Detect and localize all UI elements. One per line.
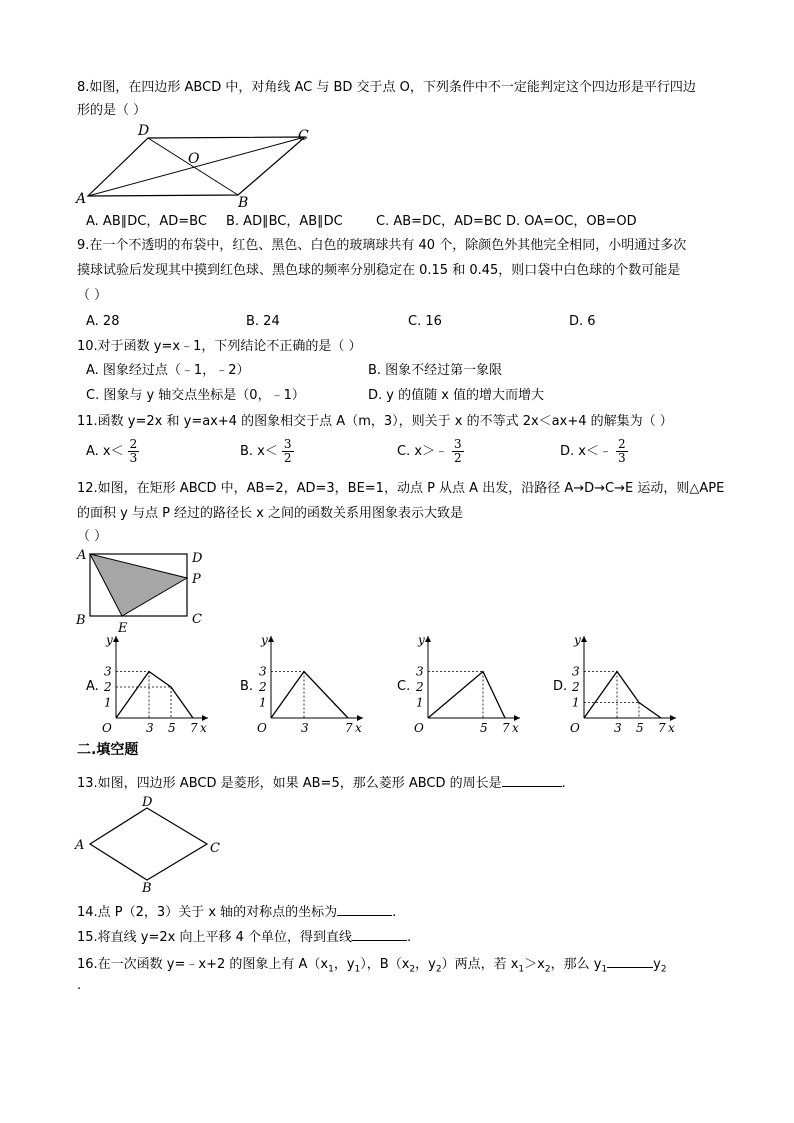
q8-stem-line2: 形的是（ ）	[77, 103, 147, 118]
q8-label-d: D	[138, 123, 150, 139]
q12-label-p: P	[192, 572, 201, 587]
y-axis-arrow	[113, 636, 119, 642]
q16-sub8: 2	[660, 964, 667, 975]
q11-option-c-denominator: 2	[454, 451, 462, 465]
q9-option-d[interactable]: D. 6	[569, 314, 596, 329]
q12-label-e: E	[118, 621, 128, 636]
origin-label: O	[257, 721, 267, 735]
y-tick-label: 1	[572, 695, 580, 710]
q11-option-c-prefix: C. x＞﹣	[397, 444, 449, 459]
q16-answer-blank[interactable]	[607, 955, 653, 968]
y-tick-label: 2	[259, 680, 267, 694]
q11-option-a-numerator: 2	[129, 437, 138, 451]
q13-answer-blank[interactable]	[502, 774, 562, 787]
x-tick-label: 3	[146, 721, 154, 735]
q8-option-a[interactable]: A. AB∥DC，AD=BC	[86, 214, 207, 229]
q10-option-c[interactable]: C. 图象与 y 轴交点坐标是（0，﹣1）	[86, 388, 305, 403]
function-graph-line	[584, 672, 661, 719]
function-graph-line	[428, 672, 505, 719]
q12-label-a: A	[77, 548, 87, 563]
y-axis-label: y	[106, 633, 113, 647]
q16-sub5: 1	[518, 964, 525, 975]
x-axis-label: x	[200, 721, 207, 735]
q8-option-d[interactable]: D. OA=OC，OB=OD	[506, 214, 637, 229]
origin-label: O	[102, 721, 112, 735]
q12-label-c: C	[192, 612, 202, 627]
q16-sub4: 2	[435, 964, 442, 975]
q12-graph-a-label[interactable]: A.	[86, 679, 99, 694]
x-axis-label: x	[512, 721, 519, 735]
q8-stem-line1: 8.如图，在四边形 ABCD 中，对角线 AC 与 BD 交于点 O，下列条件中不一定能判定这个四边形是平行四边	[77, 80, 696, 95]
q11-option-b-numerator: 3	[283, 437, 292, 451]
q16-part7: ，那么 y	[550, 957, 602, 972]
y-tick-label: 3	[259, 664, 267, 679]
q9-option-b[interactable]: B. 24	[246, 314, 280, 329]
x-tick-label: 3	[614, 721, 622, 735]
q16-part8: y	[653, 957, 661, 972]
x-tick-label: 7	[502, 721, 510, 735]
q13-label-c: C	[210, 841, 220, 856]
q8-label-b: B	[238, 195, 249, 211]
q12-graph-b[interactable]	[251, 630, 371, 740]
q12-stem-line2: 的面积 y 与点 P 经过的路径长 x 之间的函数关系用图象表示大致是	[77, 506, 464, 521]
function-graph-line	[271, 672, 348, 719]
q9-stem-line3: （ ）	[77, 288, 108, 303]
q12-triangle-ape	[90, 554, 187, 616]
q14-answer-blank[interactable]	[337, 903, 392, 916]
q11-option-a-prefix: A. x＜	[86, 444, 124, 459]
x-tick-label: 5	[480, 721, 488, 735]
q16-part2: ，y	[333, 957, 355, 972]
q9-stem-line1: 9.在一个不透明的布袋中，红色、黑色、白色的玻璃球共有 40 个，除颜色外其他完全相同，小明通过多次	[77, 238, 687, 253]
q11-option-b[interactable]	[240, 438, 294, 465]
q11-option-d-numerator: 2	[617, 437, 626, 451]
q8-label-a: A	[76, 191, 87, 207]
q11-option-a-denominator: 3	[129, 451, 138, 465]
y-axis-label: y	[418, 633, 425, 647]
q11-option-d-denominator: 3	[617, 451, 626, 465]
x-tick-label: 5	[168, 721, 176, 735]
q11-stem: 11.函数 y=2x 和 y=ax+4 的图象相交于点 A（m，3），则关于 x 的不等式 2x＜ax+4 的解集为（ ）	[77, 414, 673, 429]
q13-rhombus-figure	[70, 794, 220, 894]
q12-graph-a[interactable]	[96, 630, 216, 740]
q13-text: 13.如图，四边形 ABCD 是菱形，如果 AB=5，那么菱形 ABCD 的周长是	[77, 776, 502, 791]
y-tick-label: 2	[572, 680, 580, 694]
x-tick-label: 7	[190, 721, 198, 735]
q16-sub1: 1	[328, 964, 334, 975]
q8-option-c[interactable]: C. AB=DC，AD=BC	[376, 214, 502, 229]
function-graph-line	[116, 672, 193, 719]
origin-label: O	[414, 721, 424, 735]
y-axis-label: y	[574, 633, 581, 647]
y-tick-label: 1	[416, 695, 424, 710]
x-tick-label: 7	[345, 721, 353, 735]
q10-stem: 10.对于函数 y=x﹣1，下列结论不正确的是（ ）	[77, 339, 362, 354]
y-tick-label: 3	[572, 664, 580, 679]
q16-stem	[77, 955, 667, 980]
q14-end: .	[392, 905, 397, 920]
q10-option-a[interactable]: A. 图象经过点（﹣1，﹣2）	[86, 363, 250, 378]
section-title-fill-in: 二.填空题	[77, 742, 139, 758]
q8-option-b[interactable]: B. AD∥BC，AB∥DC	[226, 214, 343, 229]
y-axis-arrow	[425, 636, 431, 642]
q13-label-d: D	[142, 795, 153, 810]
q11-option-d-prefix: D. x＜﹣	[560, 444, 612, 459]
q16-end: .	[77, 978, 82, 993]
y-tick-label: 3	[104, 664, 112, 679]
q13-rhombus	[90, 808, 207, 880]
q14-text: 14.点 P（2，3）关于 x 轴的对称点的坐标为	[77, 905, 338, 920]
q11-option-a-fraction	[128, 438, 140, 465]
y-tick-label: 3	[416, 664, 424, 679]
q11-option-c[interactable]	[397, 438, 464, 465]
q16-part5: ）两点，若 x	[441, 957, 519, 972]
q15-stem	[77, 928, 411, 948]
y-tick-label: 1	[259, 695, 267, 710]
q9-stem-line2: 摸球试验后发现其中摸到红色球、黑色球的频率分别稳定在 0.15 和 0.45，则口袋中白色球的个数可能是	[77, 263, 681, 278]
q13-label-b: B	[142, 881, 152, 894]
q12-graph-c[interactable]	[408, 630, 528, 740]
q13-end: .	[561, 776, 566, 791]
q10-option-d[interactable]: D. y 的值随 x 值的增大而增大	[368, 388, 545, 403]
x-tick-label: 3	[301, 721, 309, 735]
q16-part1: 16.在一次函数 y=﹣x+2 的图象上有 A（x	[77, 957, 329, 972]
q12-rectangle-figure	[72, 546, 212, 636]
q15-answer-blank[interactable]	[352, 928, 407, 941]
x-axis-label: x	[668, 721, 675, 735]
q8-parallelogram-figure	[70, 123, 320, 211]
q16-part4: ，y	[415, 957, 436, 972]
q13-label-a: A	[75, 838, 85, 853]
q11-option-b-prefix: B. x＜	[240, 444, 278, 459]
y-tick-label: 1	[104, 695, 112, 710]
q12-label-b: B	[76, 613, 86, 628]
q11-option-b-fraction	[282, 438, 294, 465]
y-axis-arrow	[268, 636, 274, 642]
q15-end: .	[407, 930, 412, 945]
q11-option-c-numerator: 3	[454, 437, 462, 451]
q16-sub6: 2	[544, 964, 551, 975]
q8-label-o: O	[188, 151, 200, 167]
q9-option-c[interactable]: C. 16	[408, 314, 442, 329]
q10-option-b[interactable]: B. 图象不经过第一象限	[368, 363, 503, 378]
q15-text: 15.将直线 y=2x 向上平移 4 个单位，得到直线	[77, 930, 353, 945]
y-axis-arrow	[581, 636, 587, 642]
q11-option-d[interactable]	[560, 438, 628, 465]
q9-option-a[interactable]: A. 28	[86, 314, 120, 329]
q12-stem-line1: 12.如图，在矩形 ABCD 中，AB=2，AD=3，BE=1，动点 P 从点 A 出发，沿路径 A→D→C→E 运动，则△APE	[77, 481, 725, 496]
q14-stem	[77, 903, 396, 923]
y-tick-label: 2	[416, 680, 424, 694]
q16-sub2: 1	[354, 964, 361, 975]
q16-sub3: 2	[409, 964, 416, 975]
q11-option-c-fraction	[452, 438, 464, 465]
q16-part3: ），B（x	[360, 957, 410, 972]
q16-sub7: 1	[601, 964, 608, 975]
q12-graph-d[interactable]	[564, 630, 684, 740]
x-axis-label: x	[355, 721, 362, 735]
q16-part6: ＞x	[524, 957, 545, 972]
q11-option-a[interactable]	[86, 438, 139, 465]
x-tick-label: 5	[636, 721, 644, 735]
q12-graph-d-label[interactable]: D.	[553, 679, 568, 694]
q8-label-c: C	[298, 128, 309, 144]
q13-stem	[77, 774, 566, 794]
y-tick-label: 2	[104, 680, 112, 694]
q11-option-b-denominator: 2	[283, 451, 292, 465]
q12-label-d: D	[192, 551, 203, 566]
origin-label: O	[570, 721, 580, 735]
q11-option-d-fraction	[616, 438, 628, 465]
x-tick-label: 7	[658, 721, 666, 735]
y-axis-label: y	[261, 633, 268, 647]
q12-graph-b-label[interactable]: B.	[240, 679, 254, 694]
q12-stem-line3: （ ）	[77, 529, 108, 544]
q12-graph-c-label[interactable]: C.	[397, 679, 411, 694]
